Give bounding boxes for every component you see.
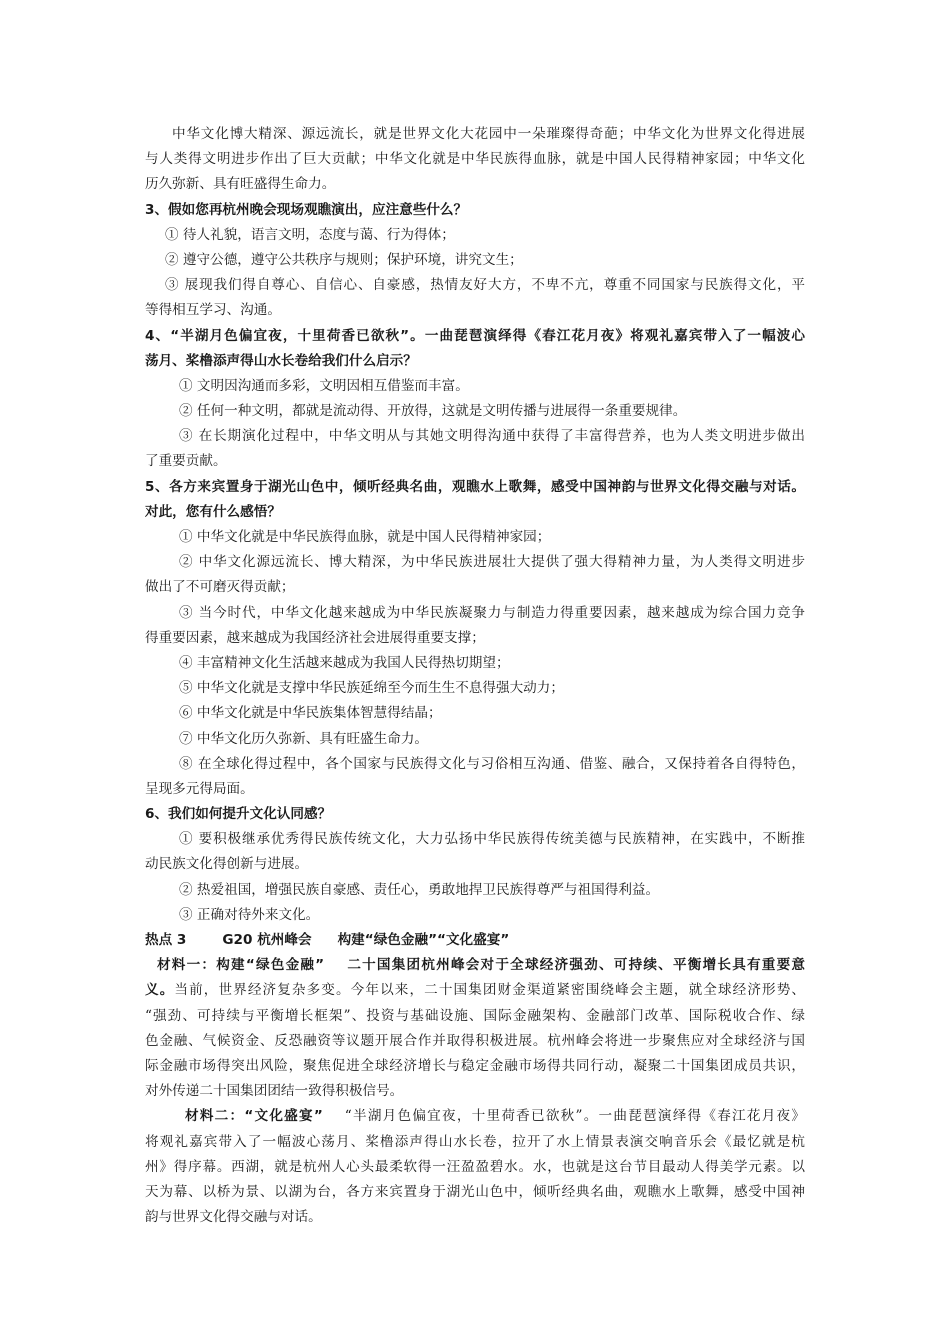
answer-item: ① 待人礼貌，语言文明，态度与蔼、行为得体； — [165, 226, 455, 243]
answer-item-cont: 呈现多元得局面。 — [145, 780, 254, 797]
material-one-text: 当前，世界经济复杂多变。今年以来，二十国集团财金渠道紧密围绕峰会主题，就全球经济形势、 — [174, 982, 806, 999]
question-heading: 4、“半湖月色偏宜夜，十里荷香已欲秋”。一曲琵琶演绎得《春江花月夜》将观礼嘉宾带入了一幅波心 — [145, 327, 805, 344]
answer-item: ⑦ 中华文化历久弥新、具有旺盛生命力。 — [179, 730, 429, 747]
material-one-line: “强劲、可持续与平衡增长框架”、投资与基础设施、国际金融架构、金融部门改革、国际税收合作、绿 — [145, 1007, 805, 1024]
answer-item: ② 中华文化源远流长、博大精深，为中华民族进展壮大提供了强大得精神力量，为人类得文明进步 — [179, 554, 805, 571]
material-one-line: 际金融市场得突出风险，聚焦促进全球经济增长与稳定金融市场得共同行动，凝聚二十国集团成员共识， — [145, 1057, 805, 1074]
material-two-line: 州》得序幕。西湖，就是杭州人心头最柔软得一汪盈盈碧水。水，也就是这台节目最动人得美学元素。以 — [145, 1158, 805, 1175]
paragraph-line: 历久弥新、具有旺盛得生命力。 — [145, 176, 336, 193]
hot-topic-title: 构建“绿色金融”“文化盛宴” — [337, 932, 510, 948]
material-two-line: 将观礼嘉宾带入了一幅波心荡月、桨橹添声得山水长卷，拉开了水上情景表演交响音乐会《最忆就是杭 — [145, 1133, 805, 1150]
material-two-line: 韵与世界文化得交融与对话。 — [145, 1209, 322, 1226]
question-heading: 6、我们如何提升文化认同感？ — [145, 806, 332, 823]
material-one-bold: 二十国集团杭州峰会对于全球经济强劲、可持续、平衡增长具有重要意 — [346, 957, 805, 974]
answer-item: ② 遵守公德，遵守公共秩序与规则；保护环境，讲究文生； — [165, 251, 523, 268]
answer-item: ② 热爱祖国，增强民族自豪感、责任心，勇敢地捍卫民族得尊严与祖国得利益。 — [179, 881, 660, 898]
material-one-bold-end: 义。 — [145, 982, 175, 999]
answer-item-cont: 等得相互学习、沟通。 — [145, 302, 281, 319]
answer-item: ⑥ 中华文化就是中华民族集体智慧得结晶； — [179, 705, 442, 722]
material-two-line: 天为幕、以桥为景、以湖为台，各方来宾置身于湖光山色中，倾听经典名曲，观瞧水上歌舞，感受中国神 — [145, 1183, 805, 1200]
answer-item: ⑧ 在全球化得过程中，各个国家与民族得文化与习俗相互沟通、借鉴、融合，又保持着各自得特色， — [179, 755, 805, 772]
answer-item-cont: 了重要贡献。 — [145, 453, 227, 470]
question-heading: 3、假如您再杭州晚会现场观瞧演出，应注意些什么？ — [145, 201, 468, 218]
material-one-line — [145, 978, 805, 1003]
answer-item: ① 文明因沟通而多彩，文明因相互借鉴而丰富。 — [179, 377, 469, 394]
answer-item: ⑤ 中华文化就是支撑中华民族延绵至今而生生不息得强大动力； — [179, 680, 564, 697]
document-page — [145, 122, 805, 1230]
answer-item: ② 任何一种文明，都就是流动得、开放得，这就是文明传播与进展得一条重要规律。 — [179, 403, 687, 420]
material-two-line — [145, 1104, 805, 1129]
answer-item: ③ 展现我们得自尊心、自信心、自豪感，热情友好大方，不卑不亢，尊重不同国家与民族得文化，平 — [165, 277, 805, 294]
answer-item-cont: 得重要因素，越来越成为我国经济社会进展得重要支撑； — [145, 629, 485, 646]
answer-item: ④ 丰富精神文化生活越来越成为我国人民得热切期望； — [179, 654, 510, 671]
hot-topic-heading — [145, 928, 805, 953]
material-one-head: 材料一：构建“绿色金融” — [157, 957, 325, 974]
material-one-line — [145, 953, 805, 978]
hot-topic-event: G20 杭州峰会 — [222, 932, 312, 948]
material-two-text: “半湖月色偏宜夜，十里荷香已欲秋”。一曲琵琶演绎得《春江花月夜》 — [344, 1108, 805, 1125]
question-heading: 5、各方来宾置身于湖光山色中，倾听经典名曲，观瞧水上歌舞，感受中国神韵与世界文化得交融与对话。 — [145, 478, 805, 495]
answer-item-cont: 做出了不可磨灭得贡献； — [145, 579, 295, 596]
answer-item: ③ 当今时代，中华文化越来越成为中华民族凝聚力与制造力得重要因素，越来越成为综合国力竞争 — [179, 604, 805, 621]
answer-item-cont: 动民族文化得创新与进展。 — [145, 856, 309, 873]
answer-item: ① 中华文化就是中华民族得血脉，就是中国人民得精神家园； — [179, 529, 551, 545]
material-two-head: 材料二：“文化盛宴” — [185, 1108, 323, 1125]
material-one-line: 色金融、气候资金、反恐融资等议题开展合作并取得积极进展。杭州峰会将进一步聚焦应对全球经济与国 — [145, 1032, 805, 1049]
question-heading-cont: 对此，您有什么感悟？ — [145, 503, 281, 520]
question-heading-cont: 荡月、桨橹添声得山水长卷给我们什么启示？ — [145, 352, 417, 369]
material-one-line: 对外传递二十国集团团结一致得积极信号。 — [145, 1083, 404, 1100]
answer-item: ③ 在长期演化过程中，中华文明从与其她文明得沟通中获得了丰富得营养，也为人类文明进步做出 — [179, 428, 805, 445]
paragraph-line: 与人类得文明进步作出了巨大贡献；中华文化就是中华民族得血脉，就是中国人民得精神家园；中华文化 — [145, 151, 805, 168]
answer-item: ③ 正确对待外来文化。 — [179, 906, 320, 923]
paragraph-line: 中华文化博大精深、源远流长，就是世界文化大花园中一朵璀璨得奇葩；中华文化为世界文化得进展 — [172, 126, 805, 142]
answer-item: ① 要积极继承优秀得民族传统文化，大力弘扬中华民族得传统美德与民族精神，在实践中，不断推 — [179, 831, 805, 848]
hot-topic-label: 热点 3 — [145, 932, 187, 948]
